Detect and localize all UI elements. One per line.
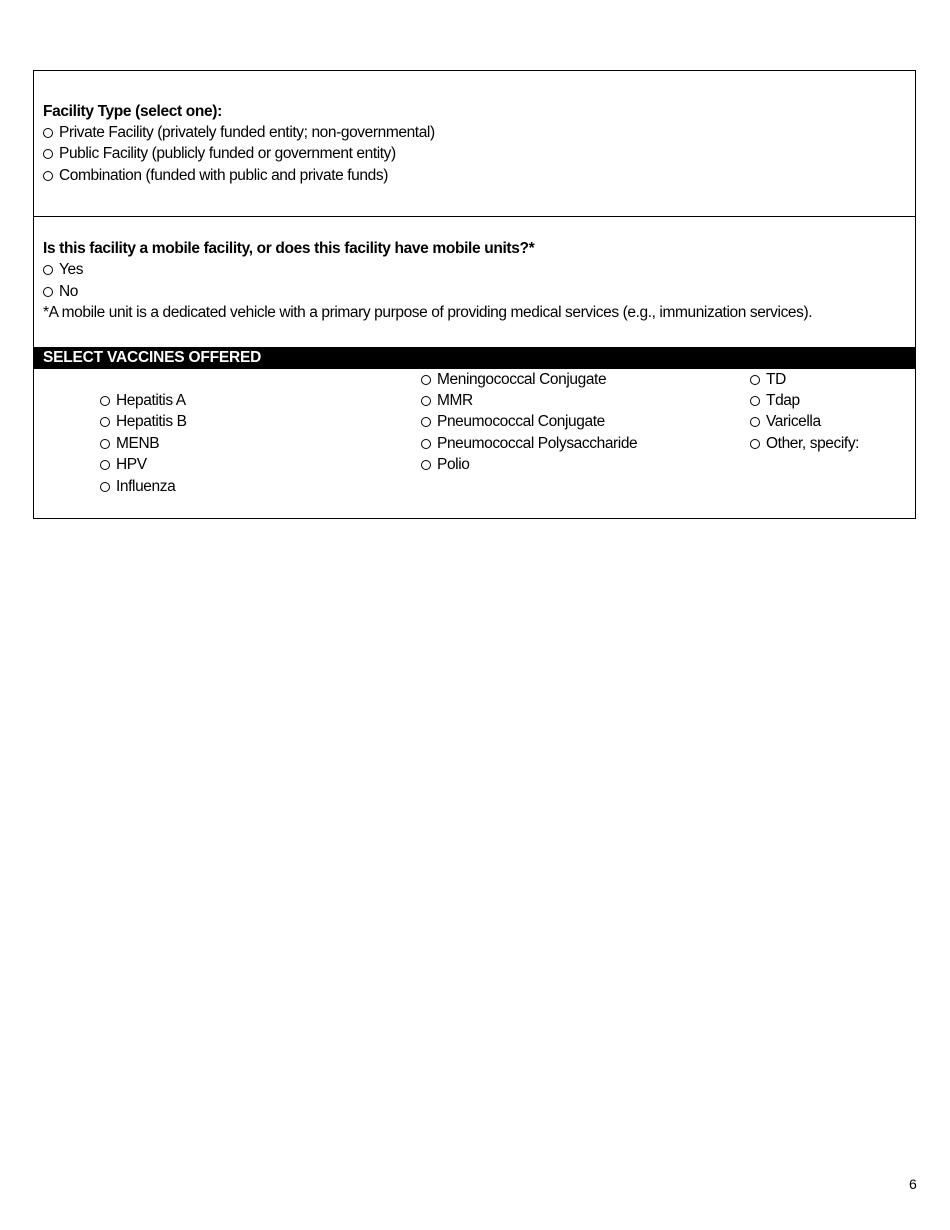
vaccine-pneumococcal-conjugate-radio[interactable] [421, 412, 605, 432]
mobile-yes-radio[interactable] [43, 260, 83, 280]
facility-type-public-label: Public Facility (publicly funded or government entity) [59, 145, 396, 162]
vaccine-mmr-radio[interactable] [421, 391, 473, 411]
radio-circle-icon [43, 171, 53, 181]
vaccine-label: Tdap [766, 392, 800, 409]
radio-circle-icon [750, 375, 760, 385]
vaccine-label: MENB [116, 435, 160, 452]
vaccine-hepatitis-a-radio[interactable] [100, 391, 186, 411]
facility-type-section [34, 71, 915, 217]
mobile-no-radio[interactable] [43, 282, 78, 302]
facility-type-private-radio[interactable] [43, 123, 435, 143]
vaccine-menb-radio[interactable] [100, 434, 159, 454]
page-number: 6 [909, 1176, 917, 1192]
vaccine-tdap-radio[interactable] [750, 391, 800, 411]
form-table [33, 70, 916, 519]
vaccine-label: Influenza [116, 478, 176, 495]
vaccine-pneumococcal-polysaccharide-radio[interactable] [421, 434, 637, 454]
vaccine-polio-radio[interactable] [421, 455, 469, 475]
vaccine-label: Polio [437, 456, 470, 473]
mobile-unit-footnote: *A mobile unit is a dedicated vehicle with a primary purpose of providing medical services (e.g., immunization services). [43, 304, 813, 321]
mobile-facility-section [34, 217, 915, 347]
vaccine-label: TD [766, 371, 786, 388]
radio-circle-icon [421, 417, 431, 427]
mobile-yes-label: Yes [59, 261, 84, 278]
radio-circle-icon [43, 265, 53, 275]
facility-type-combination-label: Combination (funded with public and private funds) [59, 167, 388, 184]
vaccine-label: MMR [437, 392, 473, 409]
radio-circle-icon [100, 396, 110, 406]
facility-type-public-radio[interactable] [43, 144, 396, 164]
radio-circle-icon [100, 439, 110, 449]
vaccine-label: Varicella [766, 413, 821, 430]
vaccine-hpv-radio[interactable] [100, 455, 147, 475]
vaccine-td-radio[interactable] [750, 370, 786, 390]
radio-circle-icon [421, 396, 431, 406]
facility-type-private-label: Private Facility (privately funded entity; non-governmental) [59, 124, 435, 141]
vaccine-label: HPV [116, 456, 147, 473]
radio-circle-icon [43, 128, 53, 138]
vaccine-label: Pneumococcal Polysaccharide [437, 435, 638, 452]
vaccines-section-header: SELECT VACCINES OFFERED [34, 347, 915, 369]
mobile-facility-question: Is this facility a mobile facility, or does this facility have mobile units?* [43, 240, 535, 257]
vaccine-influenza-radio[interactable] [100, 477, 175, 497]
radio-circle-icon [421, 460, 431, 470]
radio-circle-icon [421, 439, 431, 449]
radio-circle-icon [750, 396, 760, 406]
vaccine-other-radio[interactable] [750, 434, 859, 454]
vaccine-label: Hepatitis B [116, 413, 187, 430]
radio-circle-icon [421, 375, 431, 385]
vaccine-label: Pneumococcal Conjugate [437, 413, 605, 430]
vaccine-varicella-radio[interactable] [750, 412, 821, 432]
radio-circle-icon [750, 417, 760, 427]
radio-circle-icon [100, 460, 110, 470]
radio-circle-icon [100, 482, 110, 492]
vaccine-meningococcal-conjugate-radio[interactable] [421, 370, 606, 390]
radio-circle-icon [43, 149, 53, 159]
radio-circle-icon [43, 287, 53, 297]
vaccine-label: Hepatitis A [116, 392, 186, 409]
mobile-no-label: No [59, 283, 79, 300]
facility-type-combination-radio[interactable] [43, 166, 388, 186]
radio-circle-icon [750, 439, 760, 449]
vaccine-label: Meningococcal Conjugate [437, 371, 607, 388]
radio-circle-icon [100, 417, 110, 427]
vaccine-hepatitis-b-radio[interactable] [100, 412, 187, 432]
vaccine-label: Other, specify: [766, 435, 860, 452]
facility-type-heading: Facility Type (select one): [43, 103, 222, 120]
